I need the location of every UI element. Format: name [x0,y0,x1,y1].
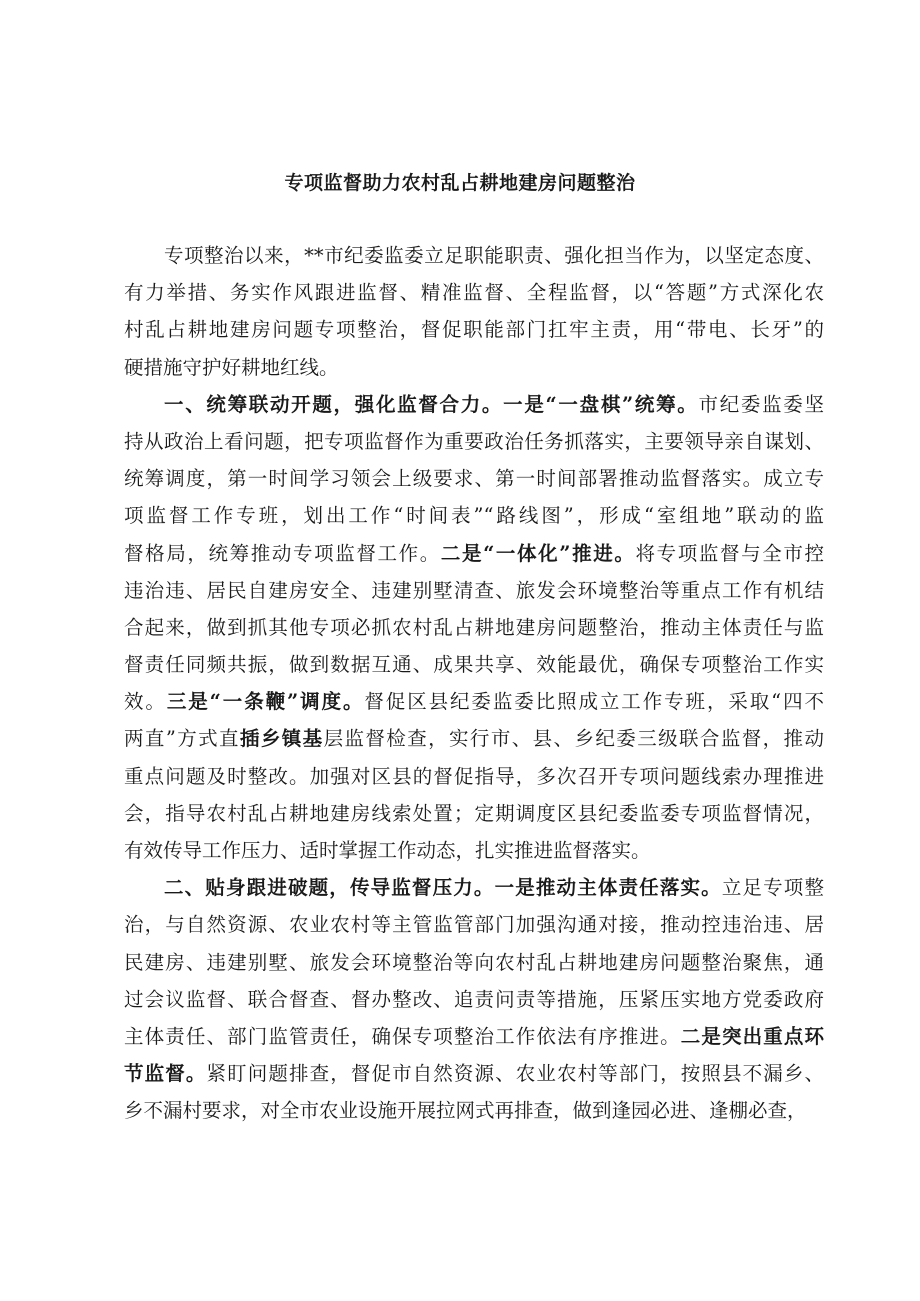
bold-text-run: 节监督。 [124,1062,207,1086]
text-run: 合起来，做到抓其他专项必抓农村乱占耕地建房问题整治，推动主体责任与监 [124,615,824,639]
bold-text-run: 二是“一体化”推进。 [440,541,636,565]
bold-text-run: 插乡镇基 [239,727,324,751]
text-line [124,906,824,943]
text-run: 乡不漏村要求，对全市农业设施开展拉网式再排查，做到逢园必进、逢棚必查， [124,1099,807,1123]
bold-text-run: 二是突出重点环 [680,1024,824,1048]
text-run: 效。 [124,690,167,714]
text-line [124,497,824,534]
text-run: 专项整治以来，**市纪委监委立足职能职责、强化担当作为，以坚定态度、 [164,244,824,267]
text-line [124,274,824,311]
bold-text-run: 一、统筹联动开题，强化监督合力。一是“一盘棋”统筹。 [164,392,699,416]
text-line [124,1092,824,1129]
text-line [124,720,824,757]
text-run: 过会议监督、联合督查、督办整改、追责问责等措施，压紧压实地方党委政府 [124,987,824,1011]
paragraph [124,869,824,1129]
text-line [124,758,824,795]
paragraph [124,386,824,869]
text-run: 治，与自然资源、农业农村等主管监管部门加强沟通对接，推动控违治违、居 [124,913,824,937]
text-line [124,609,824,646]
text-run: 违治违、居民自建房安全、违建别墅清查、旅发会环境整治等重点工作有机结 [124,578,824,602]
text-run: 硬措施守护好耕地红线。 [124,355,339,379]
text-line [124,349,824,386]
text-line [124,237,824,274]
text-line [124,423,824,460]
document-body [124,237,824,1130]
text-line [124,535,824,572]
text-line [124,795,824,832]
bold-text-run: 二、贴身跟进破题，传导监督压力。一是推动主体责任落实。 [164,876,722,900]
text-run: 督促区县纪委监委比照成立工作专班，采取“四不 [364,690,824,714]
text-line [124,1055,824,1092]
text-line [124,981,824,1018]
text-run: 重点问题及时整改。加强对区县的督促指导，多次召开专项问题线索办理推进 [124,764,824,788]
text-run: 村乱占耕地建房问题专项整治，督促职能部门扛牢主责，用“带电、长牙”的 [124,318,824,342]
text-run: 督责任同频共振，做到数据互通、成果共享、效能最优，确保专项整治工作实 [124,653,824,677]
paragraph [124,237,824,386]
text-run: 立足专项整 [721,876,824,900]
text-run: 将专项监督与全市控 [635,541,824,565]
text-line [124,572,824,609]
text-run: 统筹调度，第一时间学习领会上级要求、第一时间部署推动监督落实。成立专 [124,467,824,491]
text-run: 市纪委监委坚 [698,392,824,416]
text-run: 有力举措、务实作风跟进监督、精准监督、全程监督，以“答题”方式深化农 [124,281,824,305]
text-line [124,683,824,720]
bold-text-run: 三是“一条鞭”调度。 [166,690,365,714]
text-line [124,944,824,981]
text-line [124,460,824,497]
text-line [124,1018,824,1055]
text-line [124,311,824,348]
text-run: 项监督工作专班，划出工作“时间表”“路线图”，形成“室组地”联动的监 [124,504,824,528]
text-run: 会，指导农村乱占耕地建房线索处置；定期调度区县纪委监委专项监督情况， [124,801,824,825]
text-run: 督格局，统筹推动专项监督工作。 [124,541,441,565]
text-run: 紧盯问题排查，督促市自然资源、农业农村等部门，按照县不漏乡、 [206,1062,824,1086]
text-line [124,646,824,683]
text-run: 层监督检查，实行市、县、乡纪委三级联合监督，推动 [323,727,824,751]
text-run: 有效传导工作压力、适时掌握工作动态，扎实推进监督落实。 [124,839,651,862]
document-title: 专项监督助力农村乱占耕地建房问题整治 [284,172,636,194]
text-line [124,869,824,906]
text-run: 两直”方式直 [124,727,240,751]
text-run: 持从政治上看问题，把专项监督作为重要政治任务抓落实，主要领导亲自谋划、 [124,429,824,453]
text-run: 民建房、违建别墅、旅发会环境整治等向农村乱占耕地建房问题整治聚焦，通 [124,950,824,974]
text-run: 主体责任、部门监管责任，确保专项整治工作依法有序推进。 [124,1024,681,1048]
text-line [124,832,824,869]
text-line [124,386,824,423]
